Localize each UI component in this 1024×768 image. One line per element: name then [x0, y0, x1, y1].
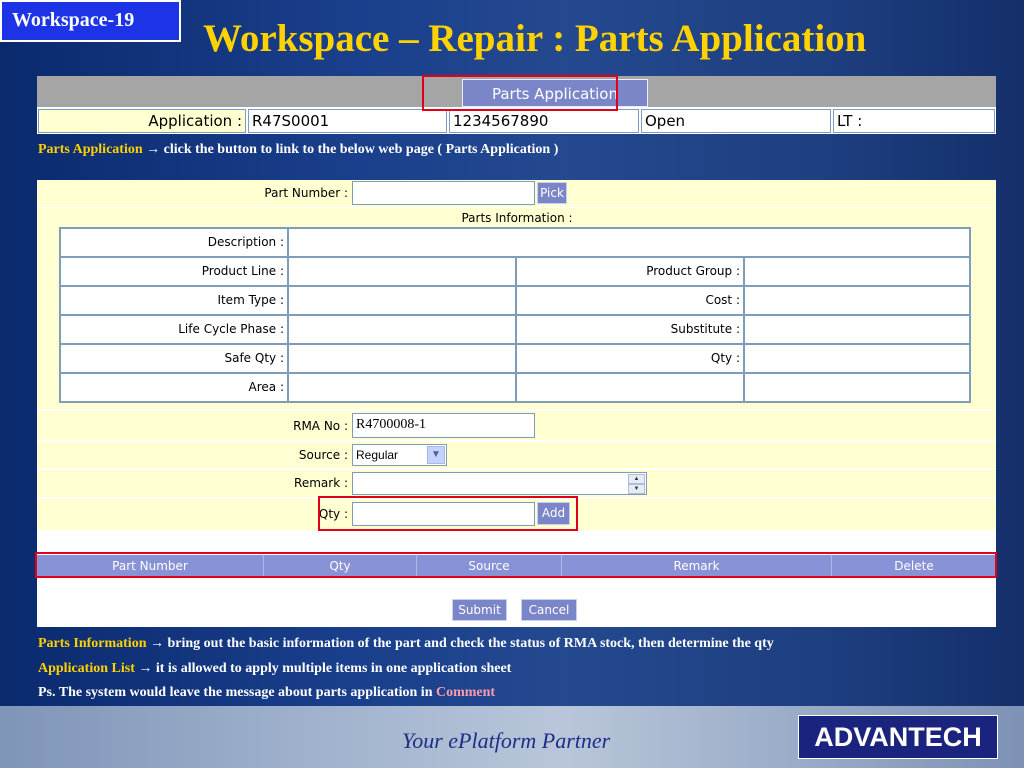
caption-comment [38, 685, 495, 701]
lt-field: LT : [833, 109, 995, 133]
product-line-label: Product Line : [60, 257, 288, 286]
caption2-highlight: Parts Information [38, 636, 147, 651]
remark-textarea[interactable] [352, 472, 647, 495]
safe-qty-label: Safe Qty : [60, 344, 288, 373]
status-field: Open [641, 109, 831, 133]
cancel-button[interactable]: Cancel [521, 599, 577, 621]
arrow-right-icon: → [150, 636, 164, 651]
safe-qty-value [288, 344, 516, 373]
life-cycle-phase-value [288, 315, 516, 344]
reference-number-field: 1234567890 [449, 109, 639, 133]
source-label: Source : [298, 448, 348, 462]
caption4-highlight: Comment [435, 685, 496, 700]
arrow-right-icon: → [146, 142, 161, 157]
caption-parts-information [38, 636, 774, 652]
area-extra-value [744, 373, 970, 402]
advantech-logo: ADVANTECH [798, 715, 998, 759]
qty-info-value [744, 344, 970, 373]
product-group-value [744, 257, 970, 286]
cost-label: Cost : [516, 286, 744, 315]
source-value: Regular [356, 448, 399, 462]
rma-row [37, 411, 996, 440]
slide-footer [0, 706, 1024, 768]
highlight-qty-add [318, 496, 578, 531]
application-label: Application : [38, 109, 246, 133]
caption4-text: Ps. The system would leave the message about parts application in [38, 685, 433, 700]
submit-button[interactable]: Submit [452, 599, 507, 621]
description-label: Description : [60, 228, 288, 257]
caption-parts-application [38, 142, 558, 158]
item-type-value [288, 286, 516, 315]
scroll-down-icon[interactable]: ▼ [628, 484, 645, 494]
source-select[interactable] [352, 444, 447, 466]
remark-row [37, 470, 996, 497]
parts-information-table [59, 227, 971, 403]
chevron-down-icon[interactable]: ▼ [427, 446, 445, 464]
highlight-application-list [35, 552, 997, 578]
scroll-up-icon[interactable]: ▲ [628, 474, 645, 484]
product-line-value [288, 257, 516, 286]
caption3-highlight: Application List [38, 661, 135, 676]
highlight-parts-application [422, 75, 618, 111]
parts-information-panel [37, 208, 996, 409]
caption-application-list [38, 661, 511, 677]
parts-information-title: Parts Information : [461, 211, 573, 225]
tagline: Your ePlatform Partner [402, 728, 611, 753]
header-part-number: Part Number [37, 555, 264, 577]
cost-value [744, 286, 970, 315]
parts-application-tab[interactable]: Parts Application [462, 79, 648, 107]
part-number-label: Part Number : [264, 186, 348, 200]
area-value [288, 373, 516, 402]
caption1-text: click the button to link to the below web page ( Parts Application ) [163, 142, 559, 157]
substitute-label: Substitute : [516, 315, 744, 344]
area-extra-cell [516, 373, 744, 402]
part-number-input[interactable] [352, 181, 535, 205]
remark-label: Remark : [294, 476, 348, 490]
product-group-label: Product Group : [516, 257, 744, 286]
slide-tag: Workspace-19 [0, 0, 181, 42]
rma-label: RMA No : [293, 419, 348, 433]
header-remark: Remark [562, 555, 832, 577]
life-cycle-phase-label: Life Cycle Phase : [60, 315, 288, 344]
description-value [288, 228, 970, 257]
substitute-value [744, 315, 970, 344]
area-label: Area : [60, 373, 288, 402]
part-number-row [37, 180, 996, 207]
rma-input[interactable]: R4700008-1 [352, 413, 535, 438]
application-number-field: R47S0001 [248, 109, 447, 133]
header-source: Source [417, 555, 562, 577]
pick-button[interactable]: Pick [537, 182, 567, 204]
caption3-text: it is allowed to apply multiple items in one application sheet [155, 661, 512, 676]
header-delete: Delete [894, 559, 934, 573]
item-type-label: Item Type : [60, 286, 288, 315]
header-qty: Qty [264, 555, 417, 577]
arrow-right-icon: → [138, 661, 153, 676]
qty-label: Qty : [318, 507, 348, 521]
qty-info-label: Qty : [516, 344, 744, 373]
caption2-text: bring out the basic information of the part and check the status of RMA stock, then determine the qty [167, 636, 774, 651]
application-info-row [38, 109, 995, 133]
slide-title: Workspace – Repair : Parts Application [203, 17, 867, 60]
caption1-highlight: Parts Application [38, 142, 143, 157]
source-row [37, 442, 996, 468]
add-button[interactable]: Add [537, 502, 570, 525]
